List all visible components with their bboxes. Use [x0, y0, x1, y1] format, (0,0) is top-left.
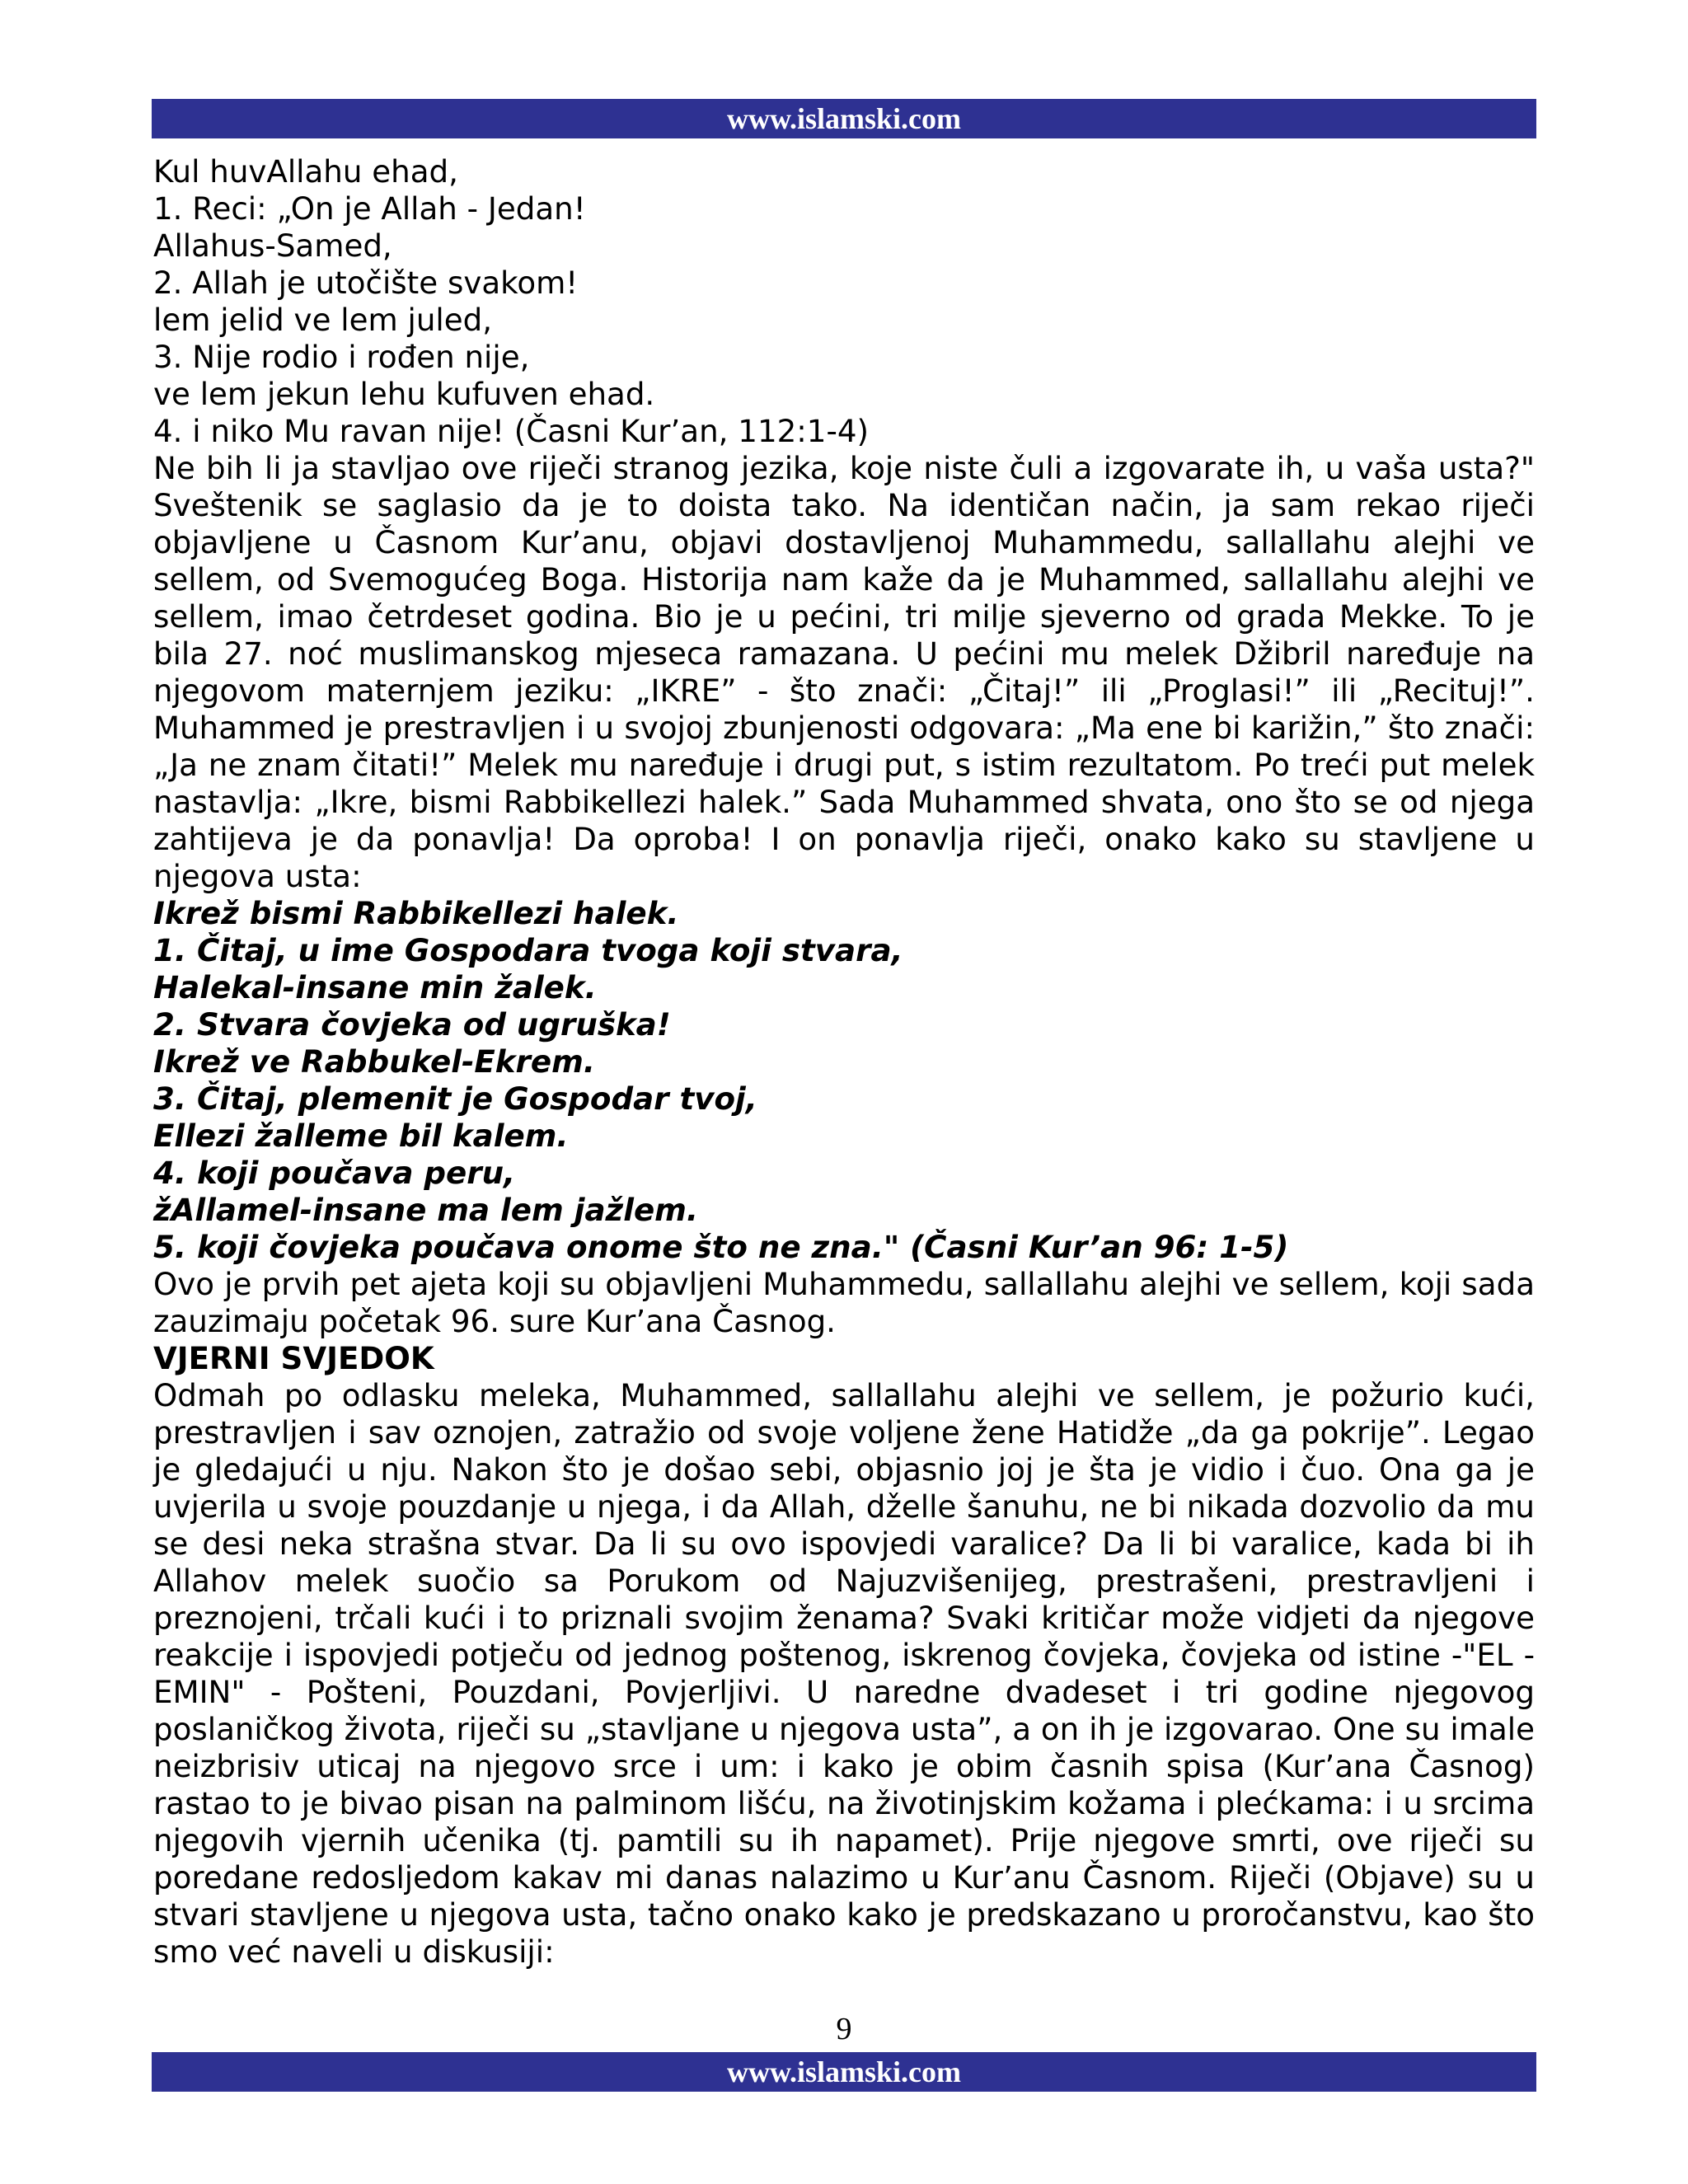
paragraph-revelation: Ne bih li ja stavljao ove riječi stranog jezika, koje niste čuli a izgovarate ih, u vaša usta?" Sveštenik se saglasio da je to doista tako. Na identičan način, ja sam rekao riječi objavljene u Časnom Kur’anu, objavi dostavljenoj Muhammedu, sallallahu alejhi ve sellem, od Svemogućeg Boga. Historija nam kaže da je Muhammed, sallallahu alejhi ve sellem, imao četrdeset godina. Bio je u pećini, tri milje sjeverno od grada Mekke. To je bila 27. noć muslimanskog mjeseca ramazana. U pećini mu melek Džibril naređuje na njegovom maternjem jeziku: „IKRE” - što znači: „Čitaj!” ili „Proglasi!” ili „Recituj!”. Muhammed je prestravljen i u svojoj zbunjenosti odgovara: „Ma ene bi karižin,” što znači: „Ja ne znam čitati!” Melek mu naređuje i drugi put, s istim rezultatom. Po treći put melek nastavlja: „Ikre, bismi Rabbikellezi halek.” Sada Muhammed shvata, ono što se od njega zahtijeva je da ponavlja! Da oproba! I on ponavlja riječi, onako kako su stavljene u njegova usta: [153, 450, 1535, 894]
page-number: 9 [836, 2012, 852, 2046]
surah-96-verses [153, 895, 1535, 1266]
surah-line: Allahus-Samed, [153, 227, 392, 264]
verse-line: 1. Čitaj, u ime Gospodara tvoga koji stvara, [153, 932, 903, 968]
verse-line: 4. koji poučava peru, [153, 1155, 516, 1191]
verse-line: Ikrež bismi Rabbikellezi halek. [153, 895, 679, 931]
verse-line: žAllamel-insane ma lem jažlem. [153, 1192, 699, 1228]
surah-line: 2. Allah je utočište svakom! [153, 265, 579, 301]
surah-line: 4. i niko Mu ravan nije! (Časni Kur’an, 112:1-4) [153, 413, 870, 449]
verse-line: Halekal-insane min žalek. [153, 969, 597, 1005]
footer-band [152, 2052, 1536, 2092]
page-body [153, 153, 1535, 1971]
surah-line: ve lem jekun lehu kufuven ehad. [153, 376, 655, 412]
paragraph-first-ayats: Ovo je prvih pet ajeta koji su objavljeni Muhammedu, sallallahu alejhi ve sellem, koji sada zauzimaju početak 96. sure Kur’ana Časnog. [153, 1266, 1535, 1339]
surah-line: 3. Nije rodio i rođen nije, [153, 339, 530, 375]
surah-112-block [153, 153, 1535, 450]
verse-line: 3. Čitaj, plemenit je Gospodar tvoj, [153, 1080, 757, 1117]
section-heading: VJERNI SVJEDOK [153, 1340, 434, 1376]
header-site-url[interactable]: www.islamski.com [726, 102, 961, 135]
footer-site-url[interactable]: www.islamski.com [726, 2055, 961, 2088]
verse-line: Ikrež ve Rabbukel-Ekrem. [153, 1043, 595, 1080]
surah-line: 1. Reci: „On je Allah - Jedan! [153, 190, 586, 227]
surah-line: Kul huvAllahu ehad, [153, 153, 458, 190]
header-band [152, 99, 1536, 138]
verse-line: Ellezi žalleme bil kalem. [153, 1118, 569, 1154]
verse-line: 5. koji čovjeka poučava onome što ne zna." (Časni Kur’an 96: 1-5) [153, 1229, 1289, 1265]
surah-line: lem jelid ve lem juled, [153, 302, 493, 338]
verse-line: 2. Stvara čovjeka od ugruška! [153, 1006, 671, 1043]
paragraph-faithful-witness: Odmah po odlasku meleka, Muhammed, sallallahu alejhi ve sellem, je požurio kući, prestravljen i sav oznojen, zatražio od svoje voljene žene Hatidže „da ga pokrije”. Legao je gledajući u nju. Nakon što je došao sebi, objasnio joj je šta je vidio i čuo. Ona ga je uvjerila u svoje pouzdanje u njega, i da Allah, dželle šanuhu, ne bi nikada dozvolio da mu se desi neka strašna stvar. Da li su ovo ispovjedi varalice? Da li bi varalice, kada bi ih Allahov melek suočio sa Porukom od Najuzvišenijeg, prestrašeni, prestravljeni i preznojeni, trčali kući i to priznali svojim ženama? Svaki kritičar može vidjeti da njegove reakcije i ispovjedi potječu od jednog poštenog, iskrenog čovjeka, čovjeka od istine -"EL - EMIN" - Pošteni, Pouzdani, Povjerljivi. U naredne dvadeset i tri godine njegovog poslaničkog života, riječi su „stavljane u njegova usta”, a on ih je izgovarao. One su imale neizbrisiv uticaj na njegovo srce i um: i kako je obim časnih spisa (Kur’ana Časnog) rastao to je bivao pisan na palminom lišću, na životinjskim kožama i plećkama: i u srcima njegovih vjernih učenika (tj. pamtili su ih napamet). Prije njegove smrti, ove riječi su poredane redosljedom kakav mi danas nalazimo u Kur’anu Časnom. Riječi (Objave) su u stvari stavljene u njegova usta, tačno onako kako je predskazano u proročanstvu, kao što smo već naveli u diskusiji: [153, 1377, 1535, 1970]
